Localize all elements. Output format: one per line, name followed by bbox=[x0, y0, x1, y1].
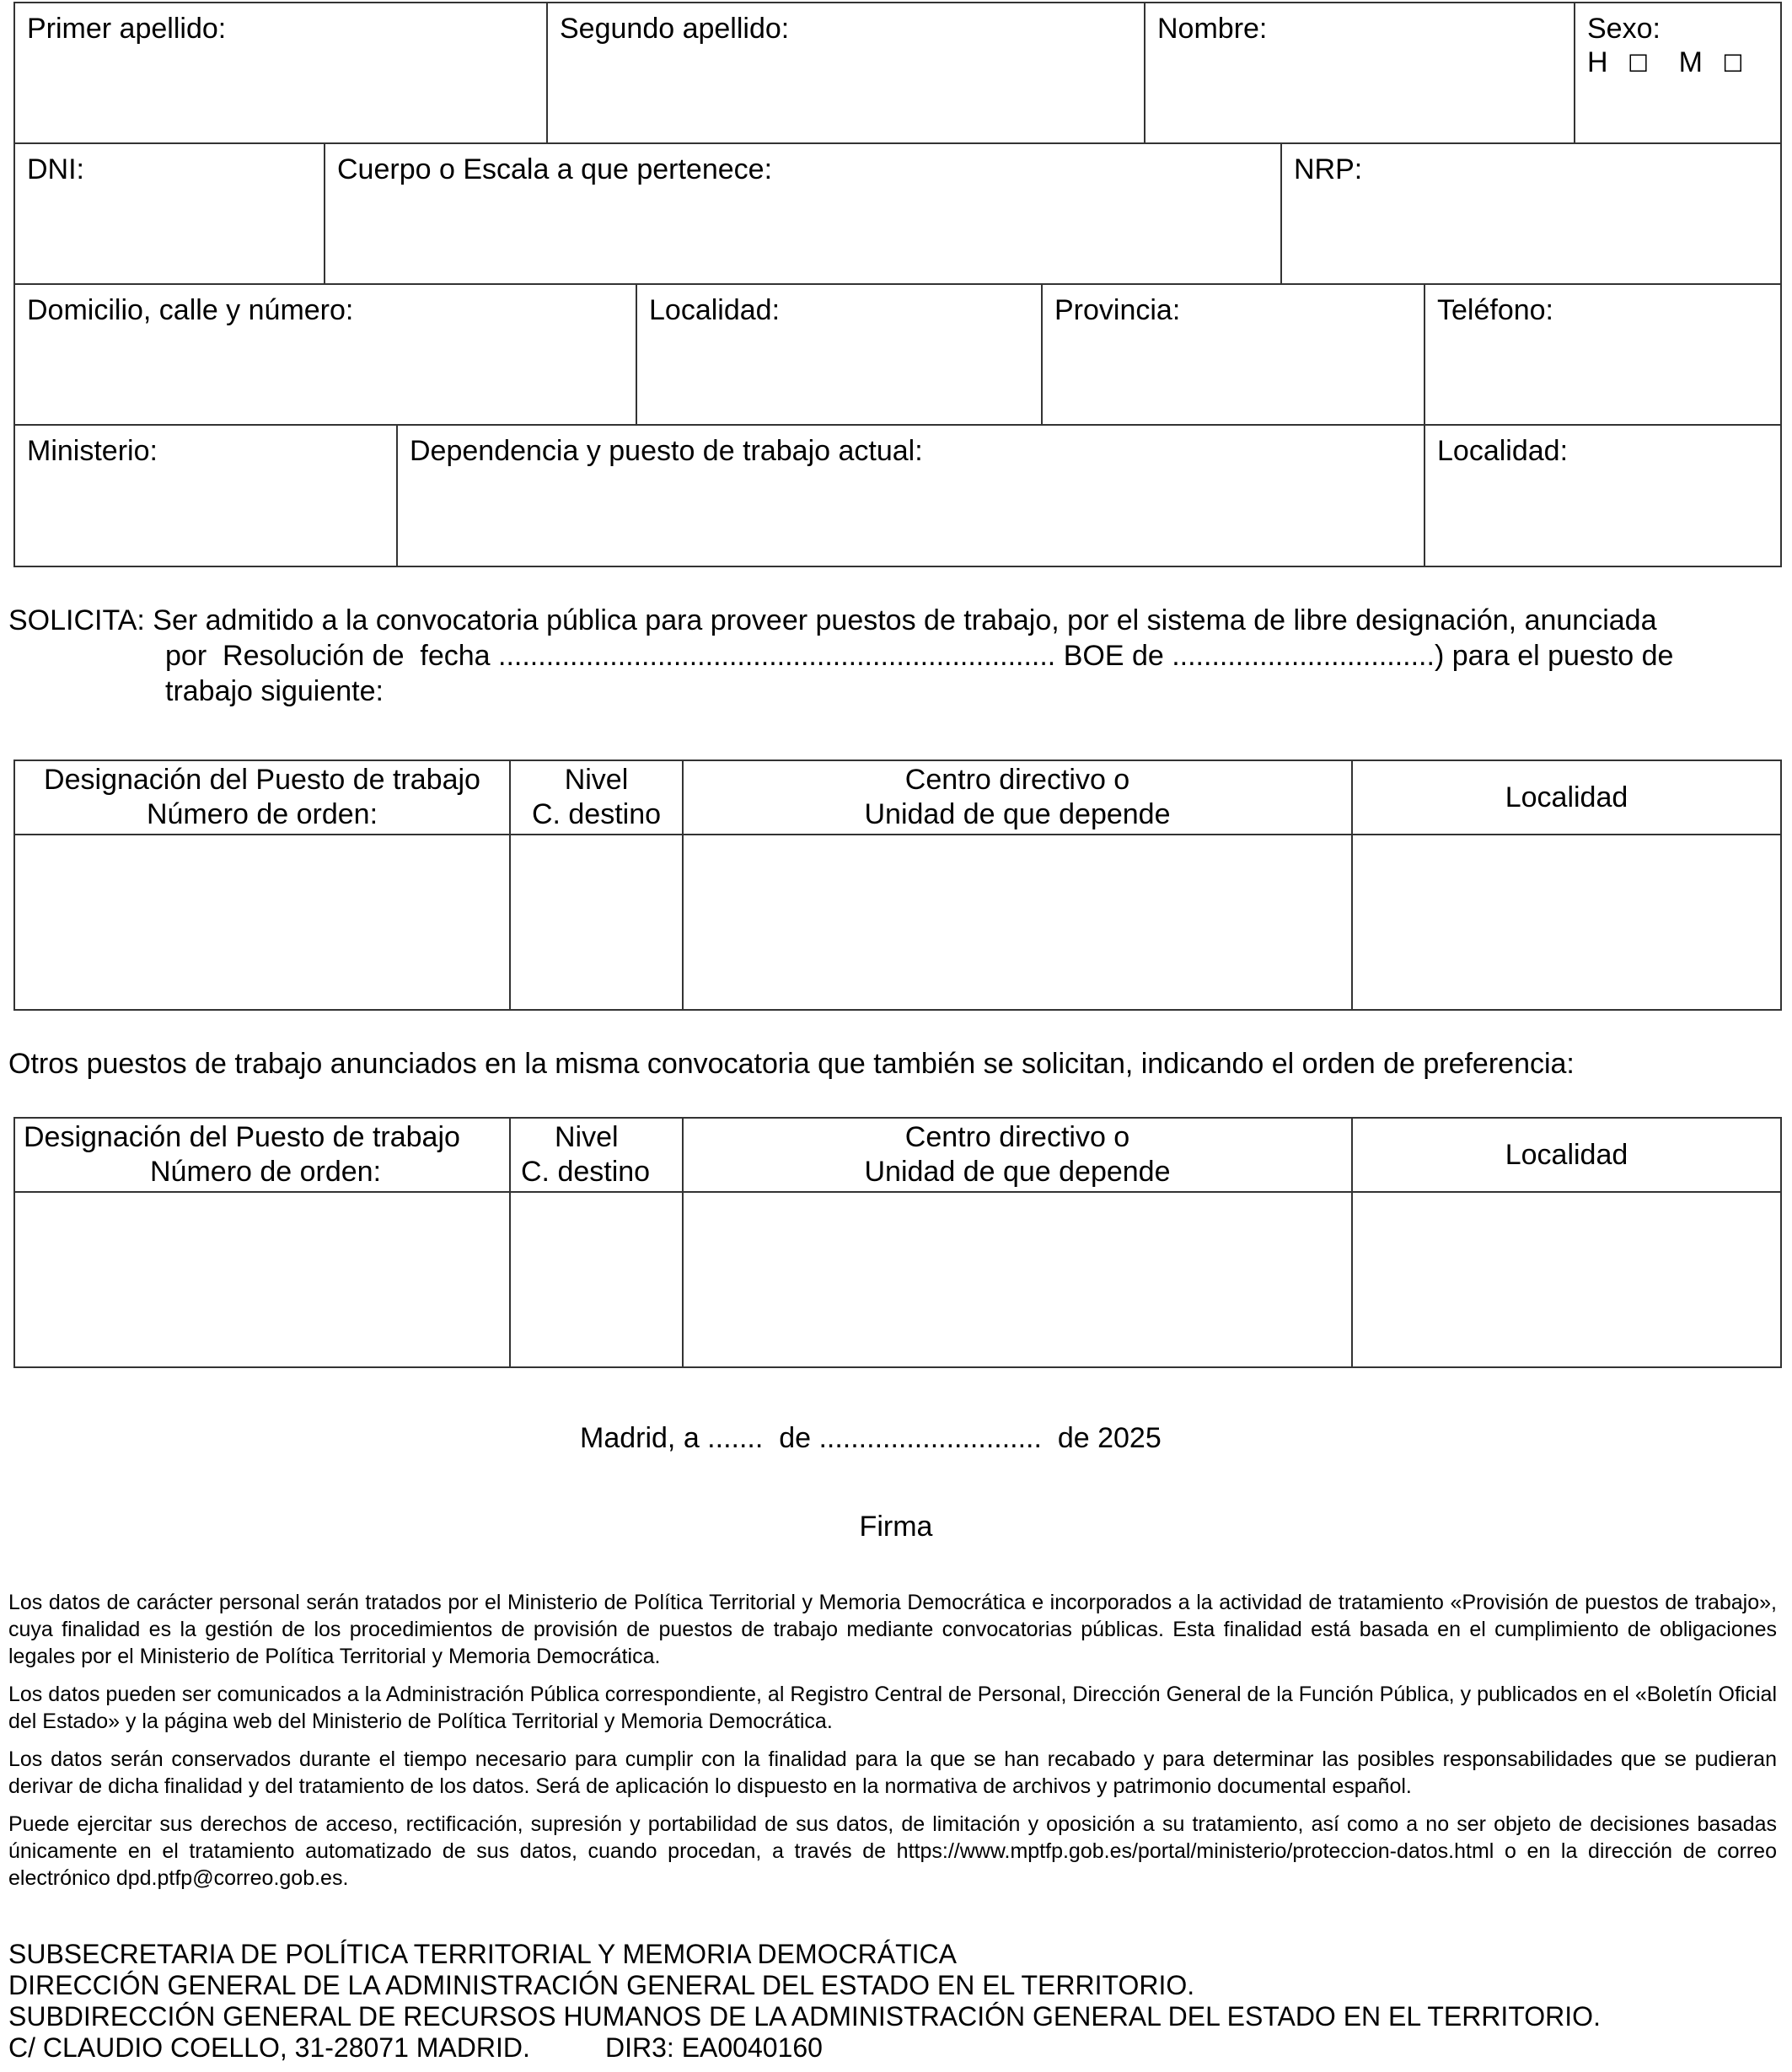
centro-input[interactable] bbox=[684, 835, 1353, 1009]
footer-direccion-general: DIRECCIÓN GENERAL DE LA ADMINISTRACIÓN GENERAL DEL ESTADO EN EL TERRITORIO. bbox=[8, 1970, 1195, 2000]
sexo-h-checkbox[interactable]: ☐ bbox=[1628, 50, 1650, 78]
telefono-field[interactable] bbox=[1425, 285, 1780, 426]
privacy-paragraph-2: Los datos pueden ser comunicados a la Administración Pública correspondiente, al Registro Central de Personal, Dirección General de la Función Pública, y publicados en el «Boletín Oficial del Estado» y la página web del Ministerio de Política Territorial y Memoria Democrática. bbox=[8, 1683, 1777, 1733]
nombre-field[interactable] bbox=[1145, 3, 1575, 144]
footer-address: C/ CLAUDIO COELLO, 31-28071 MADRID. bbox=[8, 2032, 530, 2063]
privacy-paragraph-1: Los datos de carácter personal serán tratados por el Ministerio de Política Territorial y Memoria Democrática e incorporados a la actividad de tratamiento «Provisión de puestos de trabajo», cuya finalidad es la gestión de los procedimientos de provisión de puestos de trabajo mediante convocatorias públicas. Esta finalidad está basada en el cumplimiento de obligaciones legales por el Ministerio de Política Territorial y Memoria Democrática. bbox=[8, 1591, 1777, 1668]
ministerio-field[interactable] bbox=[15, 426, 398, 566]
provincia-field[interactable] bbox=[1043, 285, 1425, 426]
otros-puestos-table bbox=[13, 1117, 1782, 1368]
dependencia-label: Dependencia y puesto de trabajo actual: bbox=[410, 435, 923, 467]
puesto-solicitado-table bbox=[13, 760, 1782, 1011]
privacy-paragraph-3: Los datos serán conservados durante el tiempo necesario para cumplir con la finalidad para la que se han recabado y para determinar las posibles responsabilidades que se pudieran derivar de dicha finalidad y del tratamiento de los datos. Será de aplicación lo dispuesto en la normativa de archivos y patrimonio documental español. bbox=[8, 1747, 1777, 1798]
header-centro: Centro directivo o Unidad de que depende bbox=[684, 761, 1353, 835]
header-localidad: Localidad bbox=[1353, 761, 1780, 835]
domicilio-field[interactable] bbox=[15, 285, 637, 426]
otros-puestos-text: Otros puestos de trabajo anunciados en la misma convocatoria que también se solicitan, indicando el orden de preferencia: bbox=[8, 1048, 1575, 1080]
primer-apellido-field[interactable] bbox=[15, 3, 548, 144]
segundo-apellido-field[interactable] bbox=[548, 3, 1145, 144]
nivel-input[interactable] bbox=[511, 1193, 684, 1366]
solicita-line-1: SOLICITA: Ser admitido a la convocatoria pública para proveer puestos de trabajo, por el sistema de libre designación, anunciada bbox=[8, 604, 1657, 636]
solicita-line-2: por Resolución de fecha ...................................................................... BOE de .................................) para el puesto de bbox=[165, 640, 1674, 672]
localidad-actual-label: Localidad: bbox=[1437, 435, 1569, 467]
header-designacion: Designación del Puesto de trabajo Número de orden: bbox=[15, 1119, 511, 1193]
header-nivel: Nivel C. destino bbox=[511, 1119, 684, 1193]
nrp-label: NRP: bbox=[1294, 153, 1363, 185]
footer-dir3: DIR3: EA0040160 bbox=[605, 2032, 823, 2063]
header-localidad: Localidad bbox=[1353, 1119, 1780, 1193]
sexo-m-label: M bbox=[1678, 46, 1703, 78]
sexo-field bbox=[1575, 3, 1780, 144]
telefono-label: Teléfono: bbox=[1437, 294, 1553, 326]
nrp-field[interactable] bbox=[1282, 144, 1780, 285]
designacion-input[interactable] bbox=[15, 835, 511, 1009]
dni-label: DNI: bbox=[27, 153, 84, 185]
solicita-line-3: trabajo siguiente: bbox=[165, 675, 384, 707]
nivel-input[interactable] bbox=[511, 835, 684, 1009]
localidad-actual-field[interactable] bbox=[1425, 426, 1780, 566]
segundo-apellido-label: Segundo apellido: bbox=[560, 13, 790, 45]
footer-subdireccion: SUBDIRECCIÓN GENERAL DE RECURSOS HUMANOS DE LA ADMINISTRACIÓN GENERAL DEL ESTADO EN EL TERRITORIO. bbox=[8, 2001, 1601, 2032]
ministerio-label: Ministerio: bbox=[27, 435, 158, 467]
header-nivel: Nivel C. destino bbox=[511, 761, 684, 835]
firma-label: Firma bbox=[859, 1511, 933, 1543]
date-line: Madrid, a ....... de ............................ de 2025 bbox=[580, 1422, 1162, 1454]
header-centro: Centro directivo o Unidad de que depende bbox=[684, 1119, 1353, 1193]
centro-input[interactable] bbox=[684, 1193, 1353, 1366]
nombre-label: Nombre: bbox=[1157, 13, 1268, 45]
domicilio-label: Domicilio, calle y número: bbox=[27, 294, 354, 326]
cuerpo-field[interactable] bbox=[325, 144, 1282, 285]
dependencia-field[interactable] bbox=[398, 426, 1425, 566]
designacion-input[interactable] bbox=[15, 1193, 511, 1366]
footer-subsecretaria: SUBSECRETARIA DE POLÍTICA TERRITORIAL Y MEMORIA DEMOCRÁTICA bbox=[8, 1939, 957, 1969]
provincia-label: Provincia: bbox=[1054, 294, 1181, 326]
personal-data-table bbox=[13, 2, 1782, 567]
localidad-input[interactable] bbox=[1353, 835, 1780, 1009]
sexo-m-checkbox[interactable]: ☐ bbox=[1722, 50, 1744, 78]
localidad-label: Localidad: bbox=[649, 294, 781, 326]
primer-apellido-label: Primer apellido: bbox=[27, 13, 227, 45]
cuerpo-label: Cuerpo o Escala a que pertenece: bbox=[337, 153, 773, 185]
privacy-paragraph-4: Puede ejercitar sus derechos de acceso, rectificación, supresión y portabilidad de sus datos, de limitación y oposición a su tratamiento, así como a no ser objeto de decisiones basadas únicamente en el tratamiento automatizado de sus datos, cuando procedan, a través de https://www.mptfp.gob.es/portal/ministerio/proteccion-datos.html o en la dirección de correo electrónico dpd.ptfp@correo.gob.es. bbox=[8, 1812, 1777, 1890]
sexo-h-label: H bbox=[1587, 46, 1608, 78]
dni-field[interactable] bbox=[15, 144, 325, 285]
sexo-label: Sexo: bbox=[1587, 13, 1661, 45]
localidad-field[interactable] bbox=[637, 285, 1043, 426]
header-designacion: Designación del Puesto de trabajo Número de orden: bbox=[15, 761, 511, 835]
localidad-input[interactable] bbox=[1353, 1193, 1780, 1366]
